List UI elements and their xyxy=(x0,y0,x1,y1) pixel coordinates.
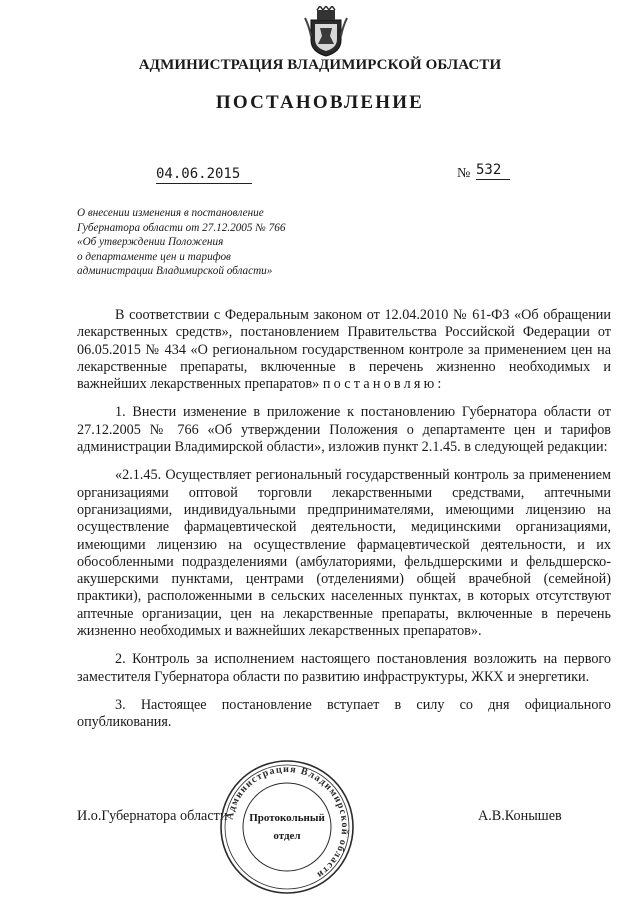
subject-line: Губернатора области от 27.12.2005 № 766 xyxy=(77,221,286,234)
preamble-paragraph xyxy=(77,307,611,393)
document-number: 532 xyxy=(476,162,510,180)
document-type-title: ПОСТАНОВЛЕНИЕ xyxy=(215,92,425,113)
item-2-paragraph: 2. Контроль за исполнением настоящего постановления возложить на первого заместителя Губернатора области по развитию инфраструктуры, ЖКХ и энергетики. xyxy=(77,651,611,685)
stamp-center-line-2: отдел xyxy=(273,830,301,842)
preamble-text: В соответствии с Федеральным законом от 12.04.2010 № 61-ФЗ «Об обращении лекарственных средств», постановлением Правительства Российской Федерации от 06.05.2015 № 434 «О региональном государственном контроле за применением цен на лекарственные препараты, включенные в перечень жизненно необходимых и важнейших лекарственных препаратов» xyxy=(77,307,611,393)
item-3-paragraph: 3. Настоящее постановление вступает в силу со дня официального опубликования. xyxy=(77,696,611,731)
document-subject xyxy=(77,206,377,279)
stamp-ring-text: Администрация Владимирской области xyxy=(224,763,351,881)
quoted-clause-paragraph: «2.1.45. Осуществляет региональный государственный контроль за применением организациями оптовой торговли лекарственными средствами, аптечными организациями, индивидуальными предпринимателями, имеющими лицензию на осуществление фармацевтической деятельности, медицинскими организациями, имеющими лицензию на осуществление фармацевтической деятельности, и их обособленными подразделениями (амбулаториями, фельдшерскими и фельдшерско-акушерскими пунктами, центрами (отделениями) общей врачебной (семейной) практики), расположенными в сельских населенных пунктах, в которых отсутствуют аптечные организации, цен на лекарственные препараты, включенные в перечень жизненно необходимых и важнейших лекарственных препаратов». xyxy=(77,467,611,640)
coat-of-arms-icon xyxy=(303,6,349,58)
subject-line: о департаменте цен и тарифов xyxy=(77,250,231,263)
signatory-name: А.В.Конышев xyxy=(478,808,562,824)
document-date: 04.06.2015 xyxy=(156,166,252,184)
resolve-word: постановляю: xyxy=(322,376,445,393)
subject-line: О внесении изменения в постановление xyxy=(77,207,264,219)
number-label: № xyxy=(457,166,471,181)
administration-title: АДМИНИСТРАЦИЯ ВЛАДИМИРСКОЙ ОБЛАСТИ xyxy=(138,57,502,73)
official-stamp xyxy=(217,757,357,897)
stamp-center-line-1: Протокольный xyxy=(249,812,325,824)
signatory-role: И.о.Губернатора области xyxy=(77,808,228,824)
subject-line: «Об утверждении Положения xyxy=(77,236,224,249)
item-1-paragraph: 1. Внести изменение в приложение к постановлению Губернатора области от 27.12.2005 № 766 «Об утверждении Положения о департаменте цен и тарифов администрации Владимирской области», изложив пункт 2.1.45. в следующей редакции: xyxy=(77,404,611,456)
subject-line: администрации Владимирской области» xyxy=(77,265,273,278)
document-body xyxy=(77,307,611,743)
